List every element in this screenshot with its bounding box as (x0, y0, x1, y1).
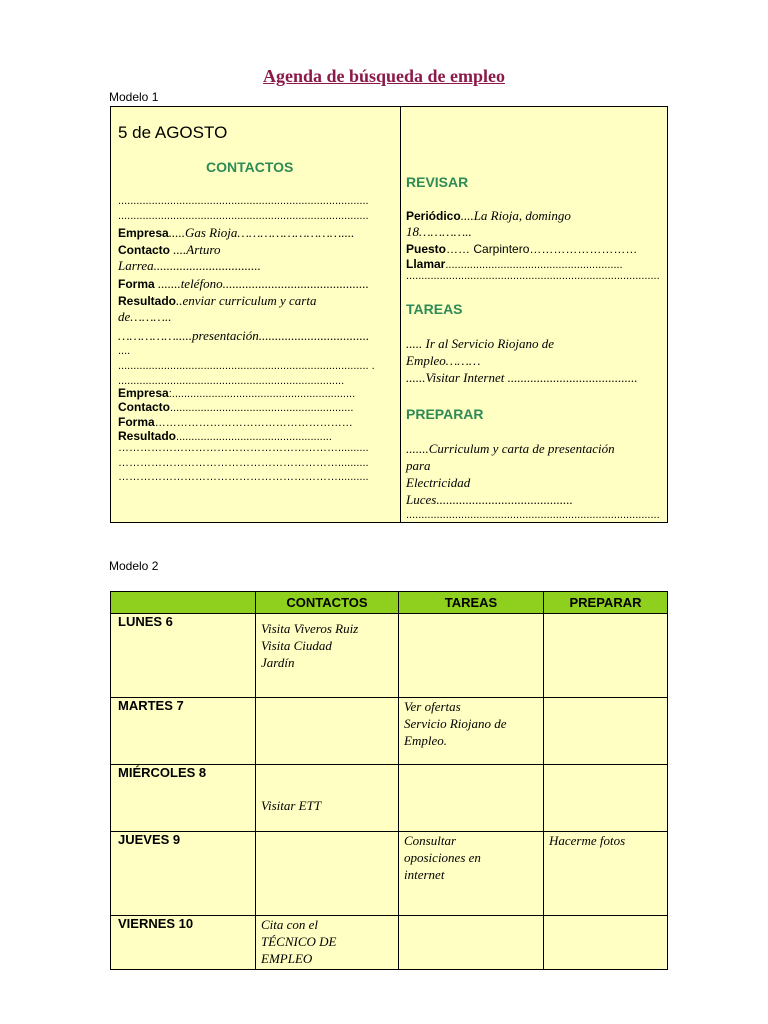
day-cell: VIERNES 10 (111, 916, 256, 970)
periodico-label: Periódico (406, 209, 461, 223)
dotted-line: .... (118, 345, 131, 357)
day-cell: LUNES 6 (111, 614, 256, 698)
cell-text (256, 698, 398, 704)
cell-text: Consultar oposiciones en internet (404, 833, 481, 882)
contacto-value: ....Arturo (170, 242, 221, 257)
cell-text (399, 916, 543, 922)
contacto-value-cont: Larrea................................. (118, 258, 261, 273)
preparar-heading: PREPARAR (406, 406, 484, 422)
tareas-cell (399, 698, 544, 765)
preparar-line: Electricidad (406, 475, 471, 490)
dotted-line: .................................................................................. (118, 210, 369, 222)
empresa-label: Empresa (118, 226, 169, 240)
resultado-value-cont: de……….. (118, 309, 172, 324)
presentacion-line: …………….....presentación.................................. (118, 328, 370, 343)
contacto-2-value: ............................................................ (170, 402, 354, 414)
preparar-cell (544, 698, 668, 765)
day-cell: JUEVES 9 (111, 832, 256, 916)
dotted-line: …………………………………………………….......... (118, 471, 369, 483)
cell-text: Visita Viveros Ruiz Visita Ciudad Jardín (261, 621, 359, 670)
forma-value: .......teléfono............................................. (154, 276, 369, 291)
table-header-row (111, 592, 668, 614)
dotted-line: .................................................................................. . (118, 360, 375, 372)
table-row (111, 832, 668, 916)
dotted-line: .................................................................................. (118, 195, 369, 207)
tareas-line: ......Visitar Internet ........................................ (406, 370, 638, 385)
dotted-line: .......................................................................... (118, 375, 345, 387)
contacto-2-label: Contacto (118, 400, 170, 414)
modelo-1-label: Modelo 1 (109, 90, 159, 104)
dotted-line: ................................................................................... (406, 270, 660, 282)
table-row (111, 916, 668, 970)
preparar-cell (544, 614, 668, 698)
contactos-cell (256, 698, 399, 765)
resultado-value: ..enviar curriculum y carta (176, 293, 317, 308)
resultado-row (118, 292, 316, 310)
contactos-cell (256, 916, 399, 970)
tareas-cell (399, 832, 544, 916)
revisar-heading: REVISAR (406, 174, 469, 190)
modelo-2-table (110, 591, 668, 970)
periodico-value-cont: 18………….. (406, 224, 472, 239)
cell-text (399, 765, 543, 771)
tareas-cell (399, 614, 544, 698)
tareas-cell (399, 916, 544, 970)
preparar-cell (544, 916, 668, 970)
resultado-label: Resultado (118, 294, 177, 308)
contactos-cell (256, 765, 399, 832)
forma-row (118, 275, 398, 293)
cell-text (399, 614, 543, 620)
contactos-cell (256, 614, 399, 698)
column-divider (400, 107, 401, 522)
cell-text (544, 614, 667, 620)
puesto-value: …… Carpintero……………………… (446, 242, 638, 256)
resultado-2-label: Resultado (118, 429, 177, 443)
empresa-2-label: Empresa (118, 386, 169, 400)
cell-text: Visitar ETT (261, 797, 322, 813)
forma-2-label: Forma (118, 415, 155, 429)
tareas-cell (399, 765, 544, 832)
preparar-cell (544, 832, 668, 916)
puesto-label: Puesto (406, 242, 447, 256)
cell-text: Hacerme fotos (549, 833, 626, 848)
preparar-line: para (406, 458, 431, 473)
resultado-2-value: ................................................... (176, 431, 332, 443)
cell-text (256, 832, 398, 838)
table-row (111, 698, 668, 765)
dotted-line: ................................................................................... (406, 509, 660, 521)
forma-label: Forma (118, 277, 155, 291)
llamar-label: Llamar (406, 257, 446, 271)
empresa-value: .....Gas Rioja……………………….... (168, 225, 355, 240)
dotted-line: …………………………………………………….......... (118, 442, 369, 454)
cell-text (544, 916, 667, 922)
contacto-label: Contacto (118, 243, 170, 257)
day-cell: MARTES 7 (111, 698, 256, 765)
header-preparar: PREPARAR (544, 592, 668, 614)
modelo-1-box (110, 106, 668, 523)
cell-text (544, 765, 667, 771)
forma-2-value: ……………………………………………… (154, 417, 353, 429)
empresa-2-value: :............................................................ (168, 388, 356, 400)
header-tareas: TAREAS (399, 592, 544, 614)
contactos-cell (256, 832, 399, 916)
tareas-line: ..... Ir al Servicio Riojano de (406, 336, 555, 351)
header-day (111, 592, 256, 614)
preparar-cell (544, 765, 668, 832)
periodico-row (406, 207, 571, 225)
periodico-value: ....La Rioja, domingo (460, 208, 571, 223)
cell-text: Ver ofertas Servicio Riojano de Empleo. (404, 699, 507, 748)
day-cell: MIÉRCOLES 8 (111, 765, 256, 832)
agenda-date: 5 de AGOSTO (118, 123, 228, 142)
contacto-row (118, 241, 220, 259)
table-row (111, 614, 668, 698)
llamar-value: .......................................................... (445, 259, 623, 271)
preparar-line: Luces.......................................... (406, 492, 573, 507)
dotted-line: …………………………………………………….......... (118, 457, 369, 469)
tareas-heading: TAREAS (406, 301, 463, 317)
empresa-row (118, 224, 398, 242)
tareas-line: Empleo……… (406, 353, 481, 368)
table-row (111, 765, 668, 832)
preparar-line: .......Curriculum y carta de presentación (406, 441, 615, 456)
contactos-heading: CONTACTOS (206, 159, 294, 175)
cell-text: Cita con el TÉCNICO DE EMPLEO (261, 917, 337, 966)
modelo-2-label: Modelo 2 (109, 559, 159, 573)
cell-text (544, 698, 667, 704)
header-contactos: CONTACTOS (256, 592, 399, 614)
page-title: Agenda de búsqueda de empleo (262, 66, 506, 86)
